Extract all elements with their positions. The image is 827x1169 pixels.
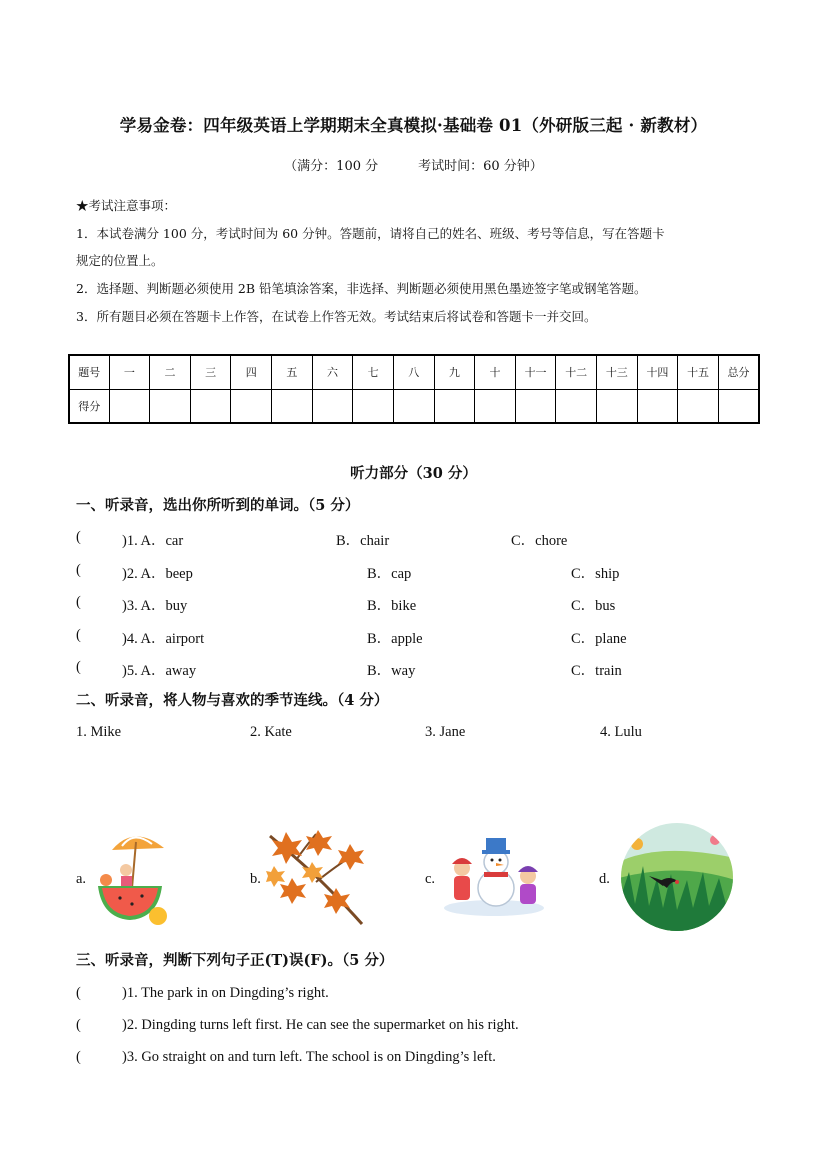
winter-picture xyxy=(440,832,548,916)
score-cell[interactable] xyxy=(678,389,719,423)
score-table-header-row xyxy=(69,355,759,389)
score-cell[interactable] xyxy=(109,389,150,423)
autumn-picture xyxy=(266,826,366,928)
q4-option-a: )4. A．airport xyxy=(122,631,205,647)
q2-option-c: C．ship xyxy=(571,566,620,582)
q3-option-a: )3. A．buy xyxy=(122,598,188,614)
s3-paren: ( xyxy=(76,1049,81,1065)
full-score: （满分：100 分 xyxy=(284,159,379,174)
listening-section-title: 听力部分（30 分） xyxy=(350,465,477,482)
q2-option-b: B．cap xyxy=(367,566,412,582)
score-col-header: 十 xyxy=(475,355,516,389)
q5-option-a: )5. A．away xyxy=(122,663,197,679)
score-cell[interactable] xyxy=(272,389,313,423)
part2-heading: 二、听录音，将人物与喜欢的季节连线。（4 分） xyxy=(76,692,389,709)
score-cell[interactable] xyxy=(312,389,353,423)
q3-paren: ( xyxy=(76,594,81,610)
score-cell[interactable] xyxy=(190,389,231,423)
score-cell[interactable] xyxy=(475,389,516,423)
score-cell[interactable] xyxy=(556,389,597,423)
picture-label-a: a. xyxy=(76,871,87,887)
score-cell[interactable] xyxy=(150,389,191,423)
notes-heading: ★考试注意事项： xyxy=(76,198,177,213)
q1-paren: ( xyxy=(76,529,81,545)
score-col-header: 总分 xyxy=(718,355,759,389)
score-col-header: 七 xyxy=(353,355,394,389)
s2-text: )2. Dingding turns left first. He can see the supermarket on his right. xyxy=(122,1017,519,1033)
score-col-header: 八 xyxy=(393,355,434,389)
note-item-2: 2．选择题、判断题必须使用 2B 铅笔填涂答案，非选择、判断题必须使用黑色墨迹签字笔或钢笔答题。 xyxy=(76,281,647,296)
score-table-score-row xyxy=(69,389,759,423)
page-title: 学易金卷：四年级英语上学期期末全真模拟·基础卷 01（外研版三起 · 新教材） xyxy=(119,116,708,135)
summer-picture xyxy=(92,826,174,928)
score-col-header: 十二 xyxy=(556,355,597,389)
s1-paren: ( xyxy=(76,985,81,1001)
score-col-header: 十五 xyxy=(678,355,719,389)
note-item-1: 1．本试卷满分 100 分，考试时间为 60 分钟。答题前，请将自己的姓名、班级、考号等信息，写在答题卡 xyxy=(76,226,665,241)
s1-text: )1. The park in on Dingding’s right. xyxy=(122,985,329,1001)
q5-paren: ( xyxy=(76,659,81,675)
q2-option-a: )2. A．beep xyxy=(122,566,193,582)
score-col-header: 四 xyxy=(231,355,272,389)
spring-picture xyxy=(619,822,735,932)
score-col-header: 九 xyxy=(434,355,475,389)
q4-paren: ( xyxy=(76,627,81,643)
part1-heading: 一、听录音，选出你所听到的单词。（5 分） xyxy=(76,497,360,514)
exam-time: 考试时间：60 分钟） xyxy=(418,159,543,174)
q3-option-c: C．bus xyxy=(571,598,616,614)
score-table-label: 得分 xyxy=(69,389,109,423)
score-col-header: 三 xyxy=(190,355,231,389)
q1-option-c: C．chore xyxy=(511,533,568,549)
person-lulu: 4. Lulu xyxy=(600,724,642,740)
score-col-header: 一 xyxy=(109,355,150,389)
score-col-header: 六 xyxy=(312,355,353,389)
q1-option-a: )1. A．car xyxy=(122,533,184,549)
score-cell[interactable] xyxy=(637,389,678,423)
score-cell[interactable] xyxy=(515,389,556,423)
score-cell[interactable] xyxy=(393,389,434,423)
note-item-1-cont: 规定的位置上。 xyxy=(76,253,164,268)
q5-option-b: B．way xyxy=(367,663,416,679)
picture-label-b: b. xyxy=(250,871,261,887)
s2-paren: ( xyxy=(76,1017,81,1033)
score-table-label: 题号 xyxy=(69,355,109,389)
score-table xyxy=(68,354,760,424)
s3-text: )3. Go straight on and turn left. The school is on Dingding’s left. xyxy=(122,1049,496,1065)
score-col-header: 十三 xyxy=(597,355,638,389)
score-time-info xyxy=(0,155,827,174)
score-col-header: 十四 xyxy=(637,355,678,389)
part3-heading: 三、听录音，判断下列句子正(T)误(F)。（5 分） xyxy=(76,952,394,969)
score-col-header: 二 xyxy=(150,355,191,389)
score-col-header: 十一 xyxy=(515,355,556,389)
q3-option-b: B．bike xyxy=(367,598,417,614)
score-col-header: 五 xyxy=(272,355,313,389)
person-kate: 2. Kate xyxy=(250,724,292,740)
score-cell[interactable] xyxy=(231,389,272,423)
picture-label-d: d. xyxy=(599,871,610,887)
score-cell[interactable] xyxy=(353,389,394,423)
q4-option-b: B．apple xyxy=(367,631,423,647)
picture-label-c: c. xyxy=(425,871,436,887)
q4-option-c: C．plane xyxy=(571,631,627,647)
q5-option-c: C．train xyxy=(571,663,622,679)
note-item-3: 3．所有题目必须在答题卡上作答，在试卷上作答无效。考试结束后将试卷和答题卡一并交回。 xyxy=(76,309,597,324)
score-cell[interactable] xyxy=(434,389,475,423)
score-cell[interactable] xyxy=(597,389,638,423)
person-jane: 3. Jane xyxy=(425,724,466,740)
q1-option-b: B．chair xyxy=(336,533,390,549)
person-mike: 1. Mike xyxy=(76,724,122,740)
score-cell[interactable] xyxy=(718,389,759,423)
q2-paren: ( xyxy=(76,562,81,578)
